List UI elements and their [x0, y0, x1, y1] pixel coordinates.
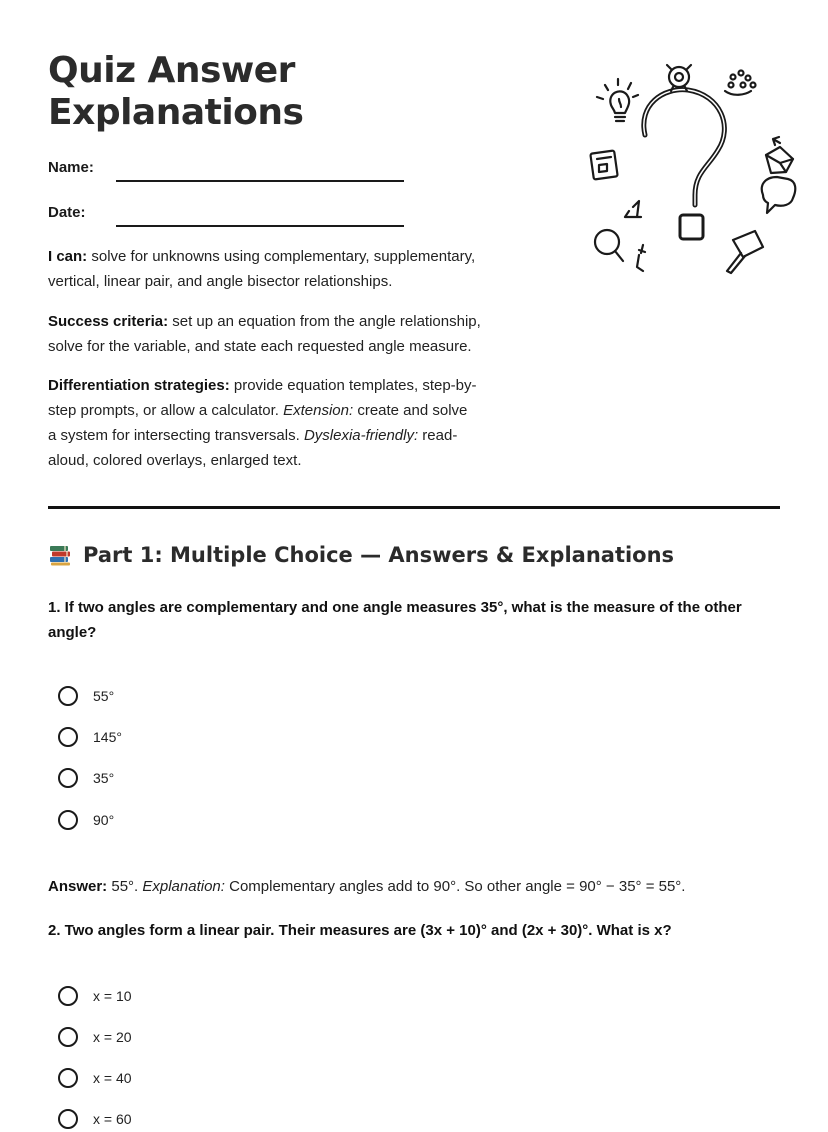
radio-button[interactable] [58, 1068, 78, 1088]
question-1-answer [48, 874, 685, 899]
question-1-option-c[interactable] [58, 765, 114, 791]
books-icon [48, 543, 72, 567]
radio-button[interactable] [58, 986, 78, 1006]
question-1-option-a[interactable] [58, 683, 114, 709]
i-can-statement [48, 244, 496, 294]
question-2-text: 2. Two angles form a linear pair. Their measures are (3x + 10)° and (2x + 30)°. What is x? [48, 922, 672, 939]
section-divider [48, 506, 780, 509]
section-title [48, 543, 674, 567]
answer-value: 55°. [107, 878, 143, 895]
dyslexia-label: Dyslexia-friendly: [303, 427, 419, 444]
diff-text-1: provide equation templates, step-by-step prompts, or allow a calculator. [48, 377, 477, 419]
option-label: x = 60 [93, 1111, 132, 1127]
radio-button[interactable] [58, 768, 78, 788]
i-can-label: I can: [48, 248, 88, 265]
option-label: x = 10 [93, 988, 132, 1004]
success-label: Success criteria: [48, 313, 169, 330]
section-title-text: Part 1: Multiple Choice — Answers & Explanations [83, 543, 675, 567]
worksheet-page [48, 0, 780, 1127]
option-label: 145° [93, 729, 122, 745]
page-title [48, 50, 303, 134]
title-line-2: Explanations [48, 92, 304, 133]
differentiation-strategies [48, 373, 478, 473]
question-2-option-a[interactable] [58, 983, 132, 1009]
answer-label: Answer: [48, 878, 108, 895]
i-can-text: solve for unknowns using complementary, supplementary, vertical, linear pair, and angle bisector relationships. [48, 248, 476, 290]
question-2-option-c[interactable] [58, 1065, 132, 1091]
extension-label: Extension: [283, 402, 354, 419]
option-label: x = 40 [93, 1070, 132, 1086]
title-line-1: Quiz Answer [48, 50, 295, 91]
success-text: set up an equation from the angle relationship, solve for the variable, and state each requested angle measure. [48, 313, 481, 355]
explanation-label: Explanation: [142, 878, 225, 895]
success-criteria [48, 309, 496, 359]
diff-text-2: create and solve a system for intersecting transversals. [48, 402, 468, 444]
diff-text-3: read-aloud, colored overlays, enlarged text. [48, 427, 458, 469]
option-label: 55° [93, 688, 115, 704]
question-1-option-b[interactable] [58, 724, 122, 750]
diff-label: Differentiation strategies: [48, 377, 230, 394]
radio-button[interactable] [58, 1027, 78, 1047]
name-field[interactable] [116, 180, 404, 182]
date-label: Date: [48, 204, 86, 221]
option-label: x = 20 [93, 1029, 132, 1045]
option-label: 35° [93, 770, 115, 786]
radio-button[interactable] [58, 810, 78, 830]
radio-button[interactable] [58, 1109, 78, 1129]
radio-button[interactable] [58, 686, 78, 706]
question-mark-doodle-icon [583, 55, 813, 285]
radio-button[interactable] [58, 727, 78, 747]
name-label: Name: [48, 159, 94, 176]
question-2-option-b[interactable] [58, 1024, 132, 1050]
option-label: 90° [93, 812, 115, 828]
explanation-text: Complementary angles add to 90°. So other angle = 90° − 35° = 55°. [224, 878, 686, 895]
question-2-option-d[interactable] [58, 1106, 132, 1132]
date-field[interactable] [116, 225, 404, 227]
question-1-text: 1. If two angles are complementary and one angle measures 35°, what is the measure of the other angle? [48, 599, 742, 641]
question-1-option-d[interactable] [58, 807, 114, 833]
